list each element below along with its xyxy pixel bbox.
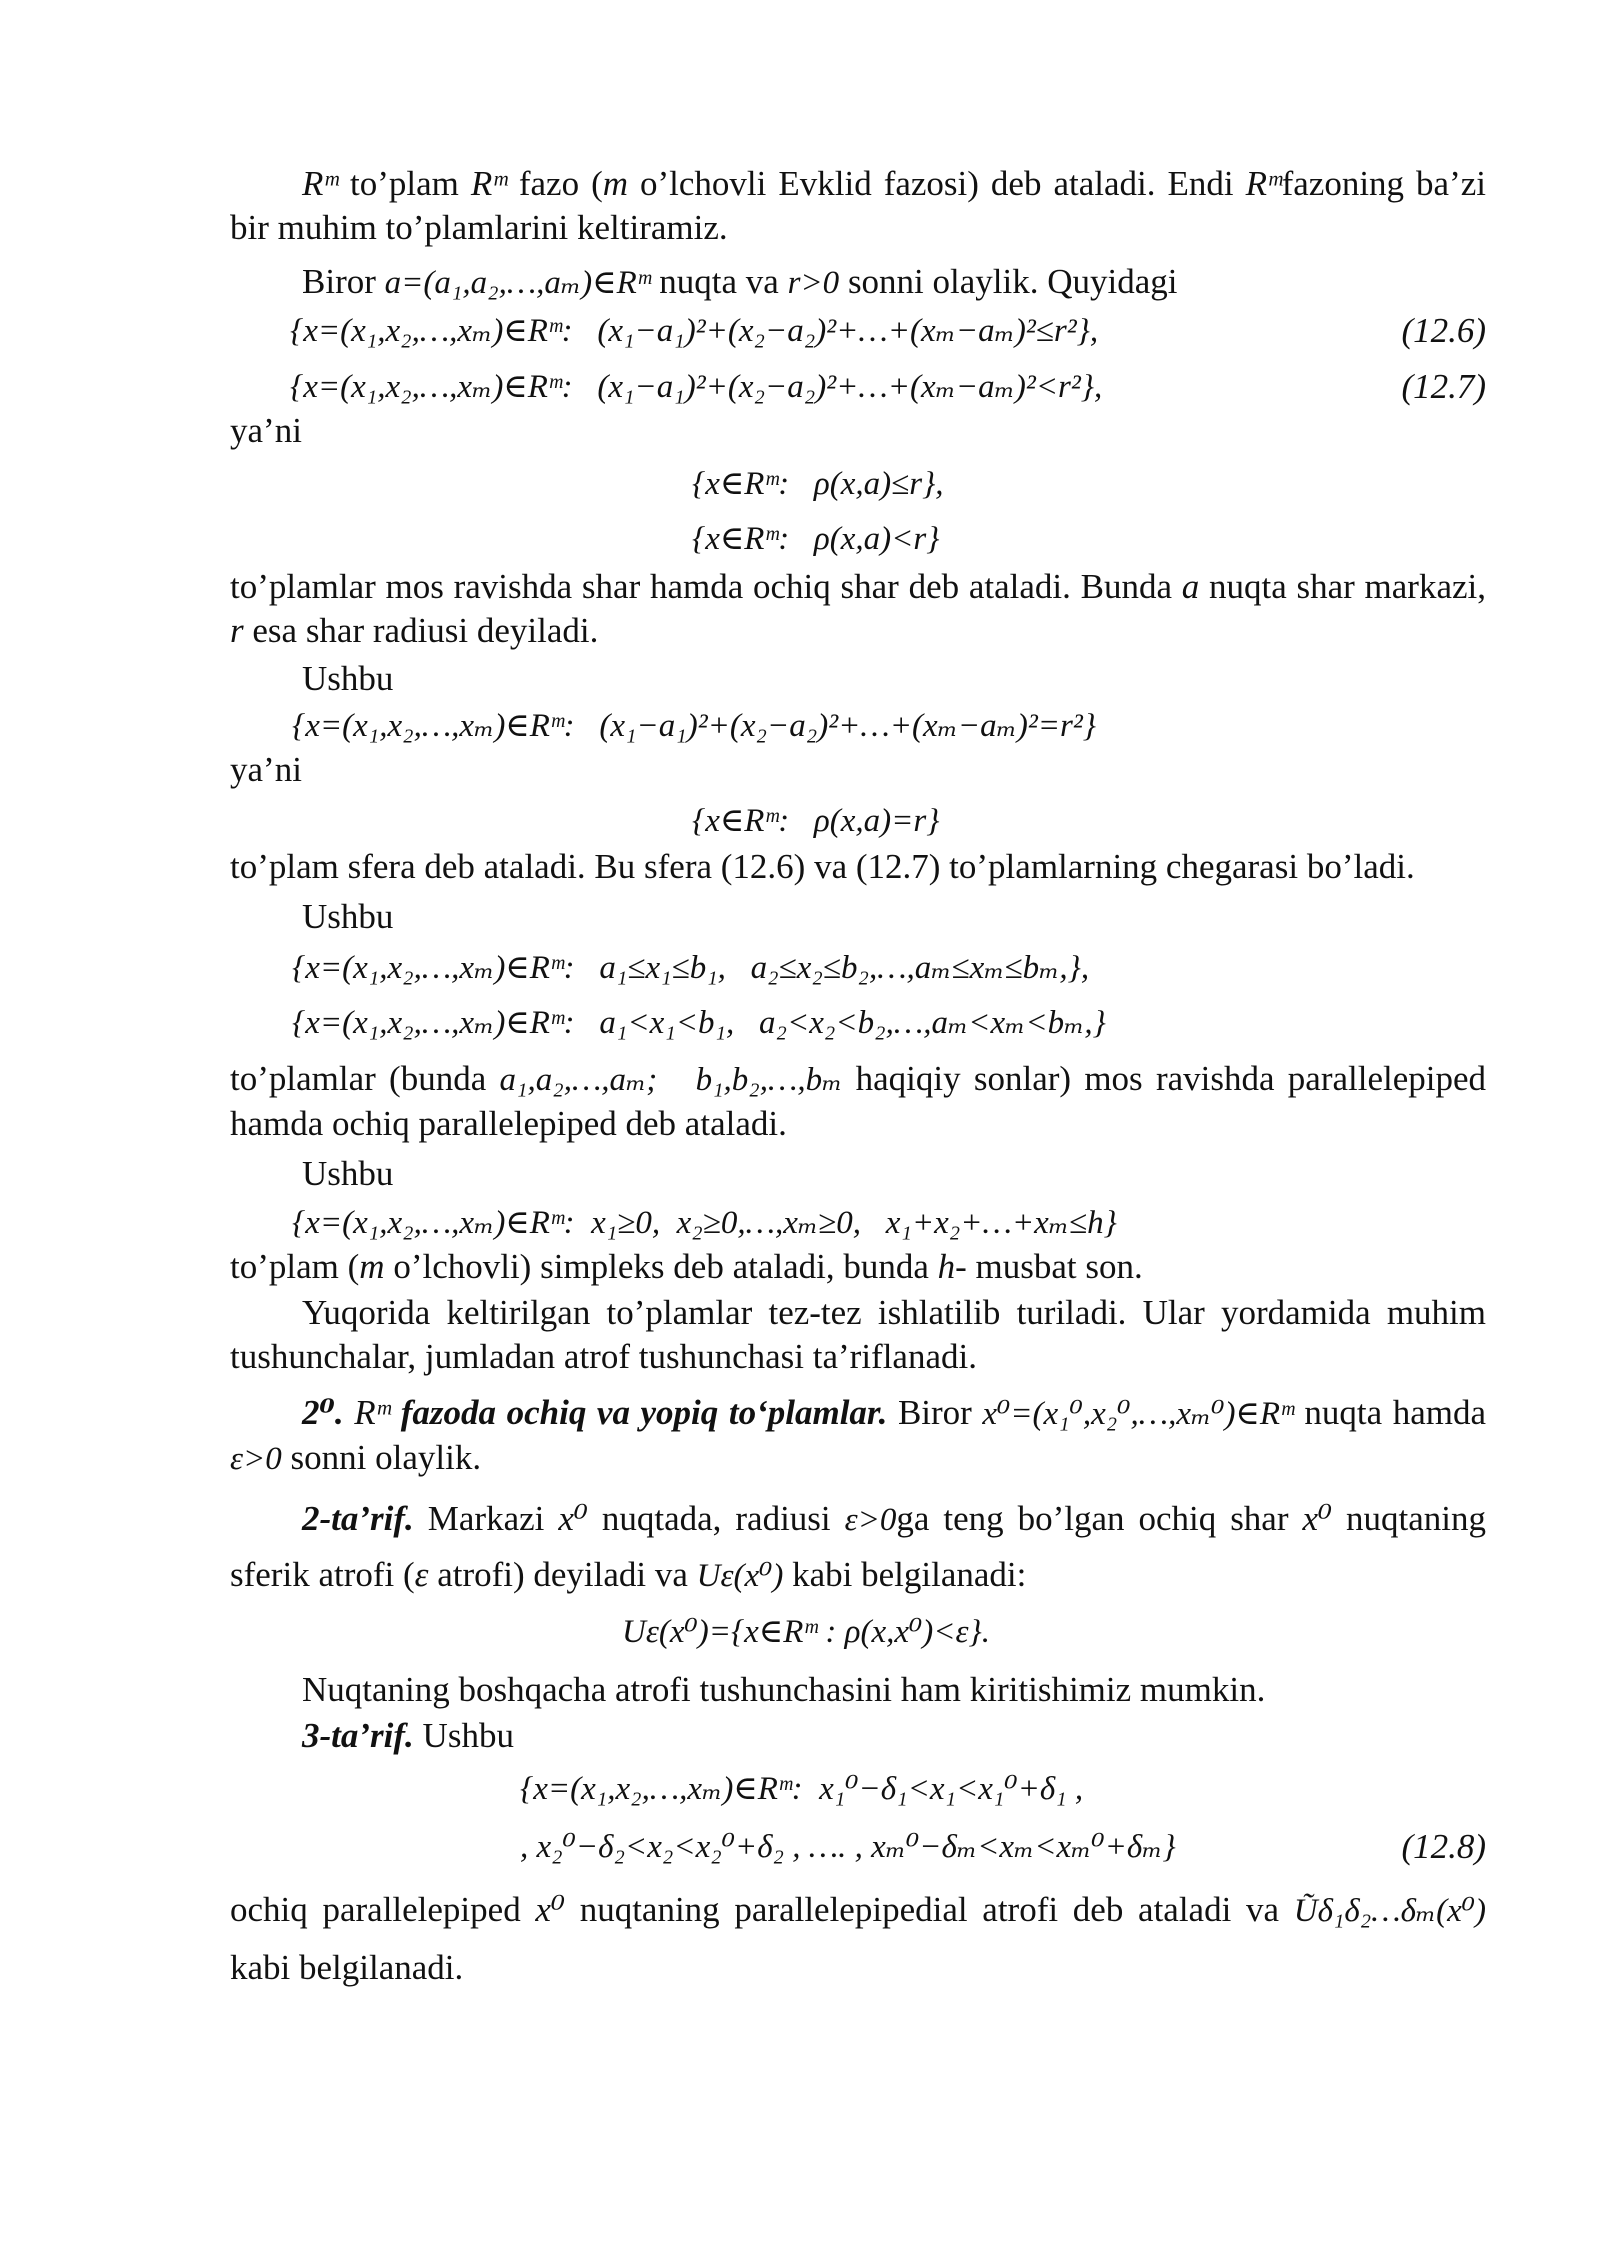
formula-U-tilde: Ũδ₁δ₂…δₘ(x⁰) xyxy=(1293,1893,1486,1929)
formula-ball-closed-rho xyxy=(230,461,1486,506)
formula: Uε(x⁰)={x∈Rᵐ : ρ(x,x⁰)<ε}. xyxy=(622,1614,990,1650)
text: nuqta shar markazi, xyxy=(1199,567,1486,606)
equation-number: (12.8) xyxy=(1401,1827,1486,1866)
equation-12-8 xyxy=(230,1825,1486,1869)
math-m: m xyxy=(359,1247,385,1286)
formula: {x=(x₁,x₂,…,xₘ)∈Rᵐ: x₁≥0, x₂≥0,…,xₘ≥0, x₁+x₂+…+xₘ≤h} xyxy=(292,1205,1117,1241)
text: nuqtaning sferik atrofi ( xyxy=(230,1499,1486,1594)
equation-number: (12.7) xyxy=(1401,367,1486,406)
text: sonni olaylik. Quyidagi xyxy=(839,262,1178,301)
section-number: 2⁰. xyxy=(302,1393,344,1432)
text: nuqtada, radiusi xyxy=(587,1499,845,1538)
math-x0: x⁰ xyxy=(535,1890,565,1929)
math-Rm: Rᵐ xyxy=(354,1393,391,1432)
math-Rm: Rᵐ xyxy=(470,164,507,203)
text: kabi belgilanadi: xyxy=(783,1555,1027,1594)
text: ga teng bo’lgan ochiq shar xyxy=(896,1499,1303,1538)
document-page xyxy=(230,150,1486,1997)
definition-2 xyxy=(230,1491,1486,1603)
formula: {x=(x₁,x₂,…,xₘ)∈Rᵐ: a₁≤x₁≤b₁, a₂≤x₂≤b₂,…,aₘ≤xₘ≤bₘ,}, xyxy=(292,950,1090,986)
formula-parallelepiped xyxy=(230,945,1486,990)
formula: {x=(x₁,x₂,…,xₘ)∈Rᵐ: a₁<x₁<b₁, a₂<x₂<b₂,…,aₘ<xₘ<bₘ,} xyxy=(292,1005,1106,1041)
text: atrofi) deyiladi va xyxy=(428,1555,697,1594)
text: to’plamlar (bunda xyxy=(230,1059,500,1098)
math-eps: ε xyxy=(414,1555,429,1594)
equation-number: (12.6) xyxy=(1401,311,1486,350)
formula: {x∈Rᵐ: ρ(x,a)≤r}, xyxy=(692,466,944,502)
text: esa shar radiusi deyiladi. xyxy=(243,611,599,650)
paragraph-other-neighborhood: Nuqtaning boshqacha atrofi tushunchasini ham kiritishimiz mumkin. xyxy=(302,1670,1266,1709)
math-Rm: Rᵐ xyxy=(302,164,338,203)
math-x0: x⁰ xyxy=(558,1499,588,1538)
text-ushbu: Ushbu xyxy=(302,1154,394,1193)
paragraph-neighborhood-intro: Yuqorida keltirilgan to’plamlar tez-tez ishlatilib turiladi. Ular yordamida muhim tushunchalar, jumladan atrof tushunchasi ta’riflanadi. xyxy=(230,1293,1486,1376)
section-title: fazoda ochiq va yopiq to‘plamlar. xyxy=(390,1393,888,1432)
formula-12-8-line1 xyxy=(230,1766,1486,1811)
formula: {x=(x₁,x₂,…,xₘ)∈Rᵐ: x₁⁰−δ₁<x₁<x₁⁰+δ₁ , xyxy=(520,1771,1084,1807)
formula-ball-open-rho xyxy=(230,516,1486,561)
definition-3 xyxy=(230,1714,1486,1758)
text: nuqtaning parallelepipedial atrofi deb ataladi va xyxy=(564,1890,1294,1929)
formula-a: a=(a₁,a₂,…,aₘ)∈Rᵐ xyxy=(384,265,651,301)
text: nuqta hamda xyxy=(1293,1393,1486,1432)
formula-U-eps: Uε(x⁰) xyxy=(696,1558,784,1594)
text: ochiq parallelepiped xyxy=(230,1890,536,1929)
text: fazoning ba’zi bir muhim to’plamlarini keltiramiz. xyxy=(230,164,1486,247)
formula: {x∈Rᵐ: ρ(x,a)<r} xyxy=(692,521,940,557)
formula-simplex xyxy=(230,1200,1486,1245)
paragraph-parallelepipedial-neighborhood xyxy=(230,1881,1486,1997)
paragraph-simplex xyxy=(230,1245,1486,1289)
formula-sphere xyxy=(230,703,1486,748)
text: Biror xyxy=(302,262,385,301)
math-Rm: Rᵐ xyxy=(1245,164,1282,203)
text: fazo ( xyxy=(506,164,603,203)
definition-label: 3-ta’rif. xyxy=(302,1716,414,1755)
formula-open-ball: {x=(x₁,x₂,…,xₘ)∈Rᵐ: (x₁−a₁)²+(x₂−a₂)²+…+(xₘ−aₘ)²<r²}, xyxy=(290,369,1103,405)
text: Markazi xyxy=(413,1499,559,1538)
paragraph-sphere: to’plam sfera deb ataladi. Bu sfera (12.6) va (12.7) to’plamlarning chegarasi bo’ladi. xyxy=(230,847,1415,886)
definition-label: 2-ta’rif. xyxy=(302,1499,414,1538)
text: to’plam xyxy=(337,164,471,203)
paragraph-point-a xyxy=(230,260,1486,305)
equation-12-7 xyxy=(230,365,1486,409)
formula-U-eps-definition xyxy=(230,1609,1486,1654)
formula-12-8-line2: , x₂⁰−δ₂<x₂<x₂⁰+δ₂ , …. , xₘ⁰−δₘ<xₘ<xₘ⁰+δₘ} xyxy=(520,1829,1176,1865)
formula: {x=(x₁,x₂,…,xₘ)∈Rᵐ: (x₁−a₁)²+(x₂−a₂)²+…+(xₘ−aₘ)²=r²} xyxy=(292,708,1096,744)
formula-x0: x⁰=(x₁⁰,x₂⁰,…,xₘ⁰)∈Rᵐ xyxy=(982,1396,1294,1432)
text-yani: ya’ni xyxy=(230,411,302,450)
text: Biror xyxy=(887,1393,983,1432)
paragraph-intro xyxy=(230,162,1486,250)
section-heading-2 xyxy=(230,1391,1486,1481)
text: haqiqiy sonlar) mos ravishda parallelepiped hamda ochiq parallelepiped deb ataladi. xyxy=(230,1059,1487,1143)
formula-eps: ε>0 xyxy=(230,1441,282,1477)
formula-closed-ball: {x=(x₁,x₂,…,xₘ)∈Rᵐ: (x₁−a₁)²+(x₂−a₂)²+…+(xₘ−aₘ)²≤r²}, xyxy=(290,313,1099,349)
text-ushbu: Ushbu xyxy=(302,897,394,936)
math-r: r xyxy=(230,611,244,650)
math-x0: x⁰ xyxy=(1302,1499,1333,1538)
text: o’lchovli Evklid fazosi) deb ataladi. Endi xyxy=(628,164,1246,203)
text: to’plam ( xyxy=(230,1247,360,1286)
text: Ushbu xyxy=(413,1716,514,1755)
formula-open-parallelepiped xyxy=(230,1000,1486,1045)
text: sonni olaylik. xyxy=(281,1438,482,1477)
text: to’plamlar mos ravishda shar hamda ochiq shar deb ataladi. Bunda xyxy=(230,567,1182,606)
formula-sphere-rho xyxy=(230,798,1486,843)
paragraph-parallelepiped xyxy=(230,1057,1486,1146)
text: kabi belgilanadi. xyxy=(230,1948,464,1987)
math-h: h xyxy=(937,1247,956,1286)
text: o’lchovli) simpleks deb ataladi, bunda xyxy=(384,1247,938,1286)
equation-12-6 xyxy=(230,309,1486,353)
text: - musbat son. xyxy=(955,1247,1143,1286)
text-ushbu: Ushbu xyxy=(302,659,394,698)
paragraph-ball-definition xyxy=(230,565,1486,653)
text: nuqta va xyxy=(650,262,788,301)
formula-eps: ε>0 xyxy=(844,1502,897,1538)
formula-r-positive: r>0 xyxy=(787,265,840,301)
formula-bounds: a₁,a₂,…,aₘ; b₁,b₂,…,bₘ xyxy=(499,1062,843,1098)
math-m: m xyxy=(602,164,629,203)
math-a: a xyxy=(1181,567,1200,606)
text-yani: ya’ni xyxy=(230,750,302,789)
formula: {x∈Rᵐ: ρ(x,a)=r} xyxy=(692,803,940,839)
